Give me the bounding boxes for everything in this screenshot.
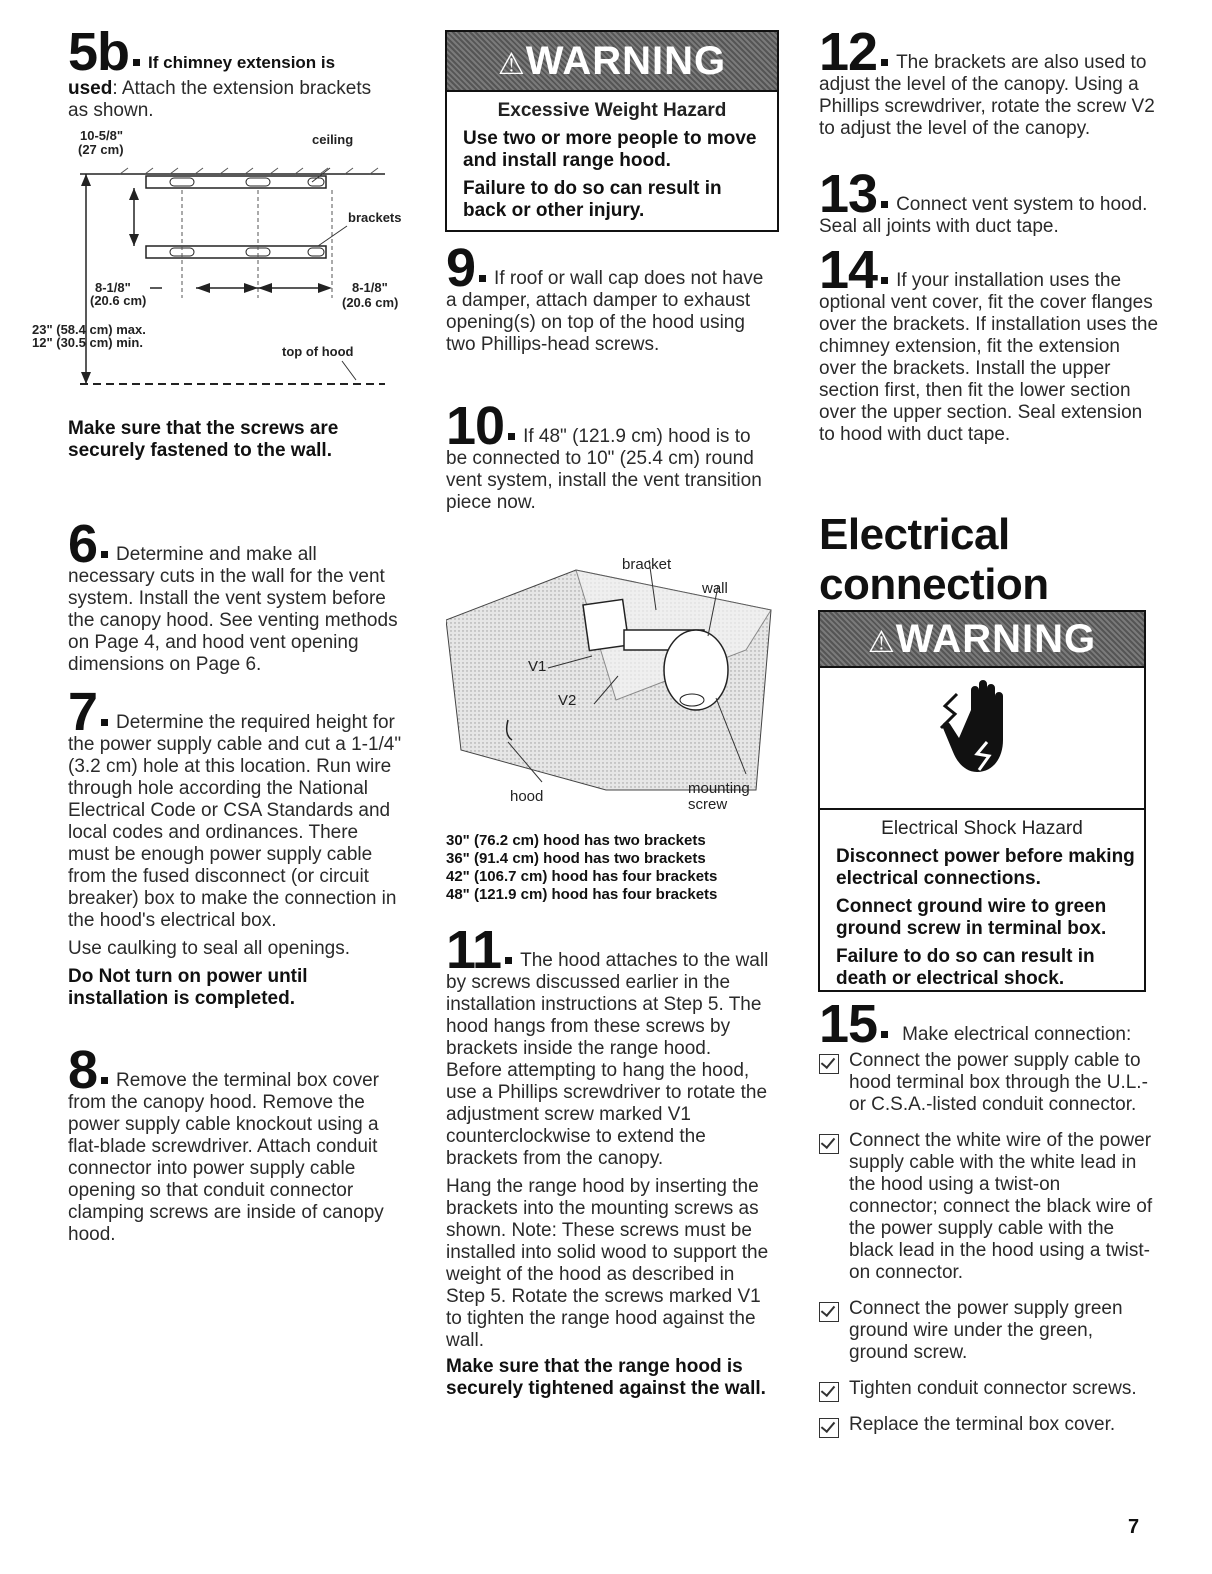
step-11 xyxy=(446,920,772,1400)
step-number: 10 xyxy=(446,396,505,456)
checkbox-icon xyxy=(819,1134,839,1154)
warning-line-1: Disconnect power before making electrical connections. xyxy=(836,846,1135,889)
warning-title: Electrical Shock Hazard xyxy=(881,818,1083,839)
step-number: 5b xyxy=(68,22,130,82)
page-number: 7 xyxy=(1128,1516,1140,1538)
step-number: 13 xyxy=(819,164,878,224)
step-number: 8 xyxy=(68,1040,98,1100)
warning-icon: ⚠ xyxy=(497,48,526,81)
warning-line-1: Use two or more people to move and install range hood. xyxy=(463,128,757,171)
step-text: Determine the required height for the power supply cable and cut a 1-1/4" (3.2 cm) hole at this location. Run wire through hole according the National Electrical Code or CSA Standards and local codes and ordinances. There must be enough power supply cable from the fused disconnect (or circuit breaker) box to make the connection in the hood's electrical box. xyxy=(68,712,402,931)
step-12 xyxy=(819,22,1159,140)
step-number: 15 xyxy=(819,994,878,1054)
mounting-label: mounting xyxy=(688,780,750,797)
step-text: Connect vent system to hood. Seal all joints with duct tape. xyxy=(819,194,1148,237)
checkbox-icon xyxy=(819,1302,839,1322)
brackets-label: brackets xyxy=(348,210,402,225)
step-text: : Attach the extension brackets as shown. xyxy=(68,78,372,121)
wall-label: wall xyxy=(702,580,728,597)
checkbox-icon xyxy=(819,1054,839,1074)
step-text: If roof or wall cap does not have a damper, attach damper to exhaust opening(s) on top of the hood using two Phillips-head screws. xyxy=(446,268,764,355)
checklist-item xyxy=(819,1414,1153,1436)
caption-line: 36" (91.4 cm) hood has two brackets xyxy=(446,850,706,867)
step-bold: Do Not turn on power until installation is completed. xyxy=(68,966,308,1009)
checklist xyxy=(819,1050,1153,1450)
warning-title: Excessive Weight Hazard xyxy=(497,100,727,121)
checklist-text: Connect the power supply green ground wire under the green, ground screw. xyxy=(849,1298,1123,1363)
min-label: 12" (30.5 cm) min. xyxy=(32,335,143,350)
warning-line-2: Failure to do so can result in back or other injury. xyxy=(463,178,722,221)
checklist-text: Connect the white wire of the power supply cable with the white lead in the hood using a twist-on connector; connect the black wire of the power supply cable with the black lead in the hood using a twist-on connector. xyxy=(849,1130,1153,1283)
left-dim: 8-1/8" xyxy=(95,280,131,295)
caption-line: 42" (106.7 cm) hood has four brackets xyxy=(446,868,718,885)
step-text: If your installation uses the optional vent cover, fit the cover flanges over the brackets. If installation uses the chimney extension, fit the extension over the brackets. Install the upper section first, then fit the lower section over the upper section. Seal extension to hood with duct tape. xyxy=(819,270,1159,445)
step-lead-2: used xyxy=(68,78,113,99)
shock-hand-icon xyxy=(820,668,1144,810)
step-8 xyxy=(68,1040,402,1246)
checklist-item xyxy=(819,1298,1153,1364)
step-13 xyxy=(819,164,1159,238)
step-text-2: Use caulking to seal all openings. xyxy=(68,938,351,959)
left-dim-cm: (20.6 cm) xyxy=(90,293,147,308)
checkbox-icon xyxy=(819,1382,839,1402)
warning-header xyxy=(820,612,1144,668)
shock-warning-box xyxy=(818,610,1146,992)
step-text: The hood attaches to the wall by screws discussed earlier in the installation instructions at Step 5. The hood hangs from these screws by brackets inside the range hood. Before attempting to hang the hood, use a Phillips screwdriver to rotate the adjustment screw marked V1 counterclockwise to extend the brackets from the canopy. xyxy=(446,950,769,1169)
warning-label: WARNING xyxy=(525,39,727,83)
checkbox-icon xyxy=(819,1418,839,1438)
section-heading xyxy=(819,510,1049,610)
step-number: 12 xyxy=(819,22,878,82)
right-dim-cm: (20.6 cm) xyxy=(342,295,399,310)
step-5b xyxy=(68,22,388,122)
note-5b: Make sure that the screws are securely fastened to the wall. xyxy=(68,418,339,461)
warning-line-2: Connect ground wire to green ground screw in terminal box. xyxy=(836,896,1107,939)
step-text: If 48" (121.9 cm) hood is to be connected to 10" (25.4 cm) round vent system, install the vent transition piece now. xyxy=(446,426,762,513)
caption-line: 48" (121.9 cm) hood has four brackets xyxy=(446,886,718,903)
section-title-2: connection xyxy=(819,560,1049,609)
step-number: 7 xyxy=(68,682,98,742)
v2-label: V2 xyxy=(558,692,577,709)
step-text: The brackets are also used to adjust the level of the canopy. Using a Phillips screwdriver, rotate the screw V2 to adjust the level of the canopy. xyxy=(819,52,1155,139)
ceiling-label: ceiling xyxy=(312,132,354,147)
checklist-text: Tighten conduit connector screws. xyxy=(849,1378,1137,1399)
step-10 xyxy=(446,396,776,514)
hood-mount-figure xyxy=(446,550,776,830)
step-14 xyxy=(819,240,1161,446)
weight-warning-box xyxy=(445,30,779,232)
right-dim: 8-1/8" xyxy=(352,280,388,295)
bracket-captions xyxy=(446,832,776,904)
checklist-item xyxy=(819,1130,1153,1284)
warning-label: WARNING xyxy=(895,617,1097,661)
bracket-diagram-drawing xyxy=(50,128,410,408)
step-text: Determine and make all necessary cuts in the wall for the vent system. Install the vent system before the canopy hood. See venting methods on Page 4, and hood vent opening dimensions on Page 6. xyxy=(68,544,398,675)
dim-top-cm: (27 cm) xyxy=(78,142,124,157)
screw-label: screw xyxy=(688,796,728,813)
max-label: 23" (58.4 cm) max. xyxy=(32,322,146,337)
bracket-diagram xyxy=(32,128,410,408)
step-number: 11 xyxy=(446,920,502,980)
step-number: 9 xyxy=(446,238,476,298)
v1-label: V1 xyxy=(528,658,547,675)
dim-top: 10-5/8" xyxy=(80,128,124,143)
step-number: 14 xyxy=(819,240,878,300)
top-of-hood-label: top of hood xyxy=(282,344,354,359)
step-text: Make electrical connection: xyxy=(902,1024,1132,1045)
step-7 xyxy=(68,682,402,1010)
checklist-text: Replace the terminal box cover. xyxy=(849,1414,1116,1435)
hood-label: hood xyxy=(510,788,544,805)
step-text-2: Hang the range hood by inserting the brackets into the mounting screws as shown. Note: These screws must be installed into solid wood to support the weight of the hood as described in Step 5. Rotate the screws marked V1 to tighten the range hood against the wall. xyxy=(446,1176,769,1351)
step-9 xyxy=(446,238,766,356)
caption-line: 30" (76.2 cm) hood has two brackets xyxy=(446,832,706,849)
warning-line-3: Failure to do so can result in death or electrical shock. xyxy=(836,946,1095,989)
step-6 xyxy=(68,514,398,676)
step-bold: Make sure that the range hood is securely tightened against the wall. xyxy=(446,1356,766,1399)
checklist-item xyxy=(819,1050,1153,1116)
checklist-item xyxy=(819,1378,1153,1400)
warning-icon: ⚠ xyxy=(867,626,896,659)
section-title-1: Electrical xyxy=(819,510,1010,559)
step-number: 6 xyxy=(68,514,98,574)
checklist-text: Connect the power supply cable to hood terminal box through the U.L.- or C.S.A.-listed conduit connector. xyxy=(849,1050,1148,1115)
warning-header xyxy=(447,32,777,92)
step-15 xyxy=(819,994,1159,1054)
step-text: Remove the terminal box cover from the canopy hood. Remove the power supply cable knockout using a flat-blade screwdriver. Attach conduit connector into power supply cable opening so that conduit connector clamping screws are inside of canopy hood. xyxy=(68,1070,384,1245)
step-lead: If chimney extension is xyxy=(148,53,336,72)
bracket-label: bracket xyxy=(622,556,672,573)
